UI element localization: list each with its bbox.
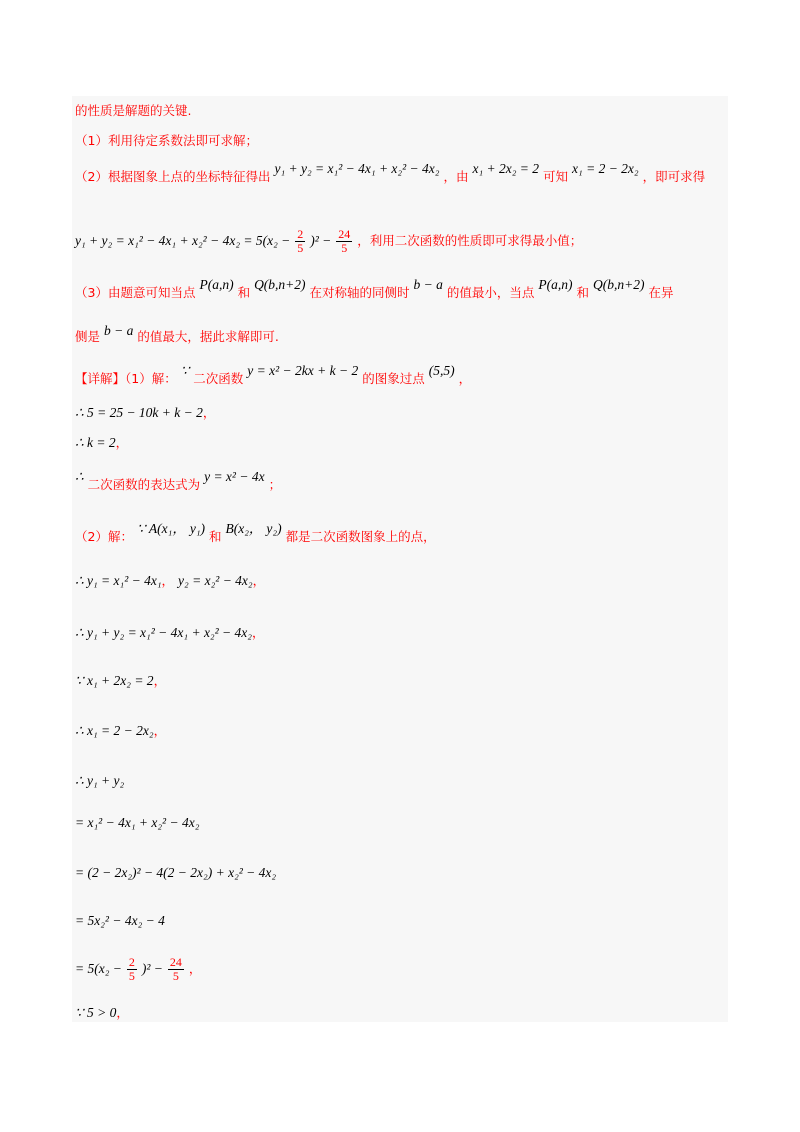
equation: ∴ 5 = 25 − 10k + k − 2 — [75, 405, 203, 420]
text: ， — [251, 625, 265, 640]
equation: B(x₂， — [225, 521, 263, 536]
text-line — [75, 161, 706, 186]
text: ， — [116, 1005, 129, 1020]
equation: y = x² − 4x — [204, 469, 265, 484]
text-line — [75, 722, 166, 740]
equation: ∴ x₁ = 2 − 2x₂ — [75, 723, 154, 738]
text-line — [75, 672, 166, 690]
text-line — [75, 814, 199, 833]
text: ， — [188, 961, 202, 976]
text: ，利用二次函数的性质即可求得最小值； — [357, 233, 583, 248]
text-line — [75, 956, 201, 983]
text: （1）利用待定系数法即可求解； — [75, 133, 258, 148]
text-line — [75, 228, 582, 255]
text: 在异 — [648, 285, 674, 300]
equation: ∴ y₁ = x₁² − 4x₁ — [75, 573, 162, 588]
equation: = 5(x₂ − — [75, 961, 122, 976]
fraction: $\frac{2}{5}$ — [128, 955, 135, 983]
equation: ∴ k = 2 — [75, 435, 116, 450]
because-symbol: ∵ — [180, 363, 190, 378]
text: ， — [153, 723, 167, 738]
text: 和 — [209, 529, 222, 544]
text-line — [75, 469, 282, 494]
text: 的值最大，据此求解即可. — [137, 329, 279, 344]
equation: ∵ 5 > 0 — [75, 1005, 117, 1020]
equation: = 5x₂² − 4x₂ − 4 — [75, 913, 165, 928]
equation: )² − — [141, 961, 163, 976]
therefore-symbol: ∴ — [75, 469, 84, 484]
text-line — [75, 521, 436, 546]
equation: y₂) — [266, 521, 282, 536]
text: ， — [115, 435, 129, 450]
text-line — [75, 434, 128, 452]
equation: y₁ + y₂ = x₁² − 4x₁ + x₂² − 4x₂ = 5(x₂ − — [75, 233, 291, 248]
text-line — [75, 864, 276, 883]
equation: (5,5) — [428, 363, 455, 378]
equation: P(a,n) — [538, 277, 573, 292]
text: 【详解】（1）解： — [75, 371, 177, 386]
equation: = x₁² − 4x₁ + x₂² − 4x₂ — [75, 815, 200, 830]
text: 的图象过点 — [362, 371, 425, 386]
text-line — [75, 323, 279, 346]
equation: P(a,n) — [199, 277, 234, 292]
fraction: $\frac{24}{5}$ — [338, 227, 351, 255]
text-line — [75, 404, 215, 422]
text: ， — [161, 573, 175, 588]
equation: = (2 − 2x₂)² − 4(2 − 2x₂) + x₂² − 4x₂ — [75, 865, 277, 880]
equation: y₂ = x₂² − 4x₂ — [178, 573, 253, 588]
text: ， — [202, 405, 216, 420]
text-line — [75, 132, 258, 150]
text-line — [75, 572, 265, 590]
equation: Q(b,n+2) — [593, 277, 645, 292]
text: ，由 — [443, 169, 469, 184]
equation: b − a — [413, 277, 443, 292]
text-line — [75, 624, 265, 642]
text: 二次函数的表达式为 — [87, 477, 201, 492]
equation: Q(b,n+2) — [254, 277, 306, 292]
text: ， — [153, 673, 167, 688]
equation: y = x² − 2kx + k − 2 — [247, 363, 359, 378]
text-line — [75, 912, 165, 931]
text: 侧是 — [75, 329, 101, 344]
equation: x₁ + 2x₂ = 2 — [472, 161, 540, 176]
text: 都是二次函数图象上的点， — [285, 529, 436, 544]
equation: )² − — [310, 233, 332, 248]
fraction: $\frac{2}{5}$ — [297, 227, 304, 255]
equation: x₁ = 2 − 2x₂ — [572, 161, 639, 176]
text: （3）由题意可知当点 — [75, 285, 196, 300]
text: ； — [268, 477, 282, 492]
fraction: $\frac{24}{5}$ — [169, 955, 182, 983]
text-line — [75, 277, 674, 302]
text: 和 — [576, 285, 590, 300]
equation: ∴ y₁ + y₂ — [75, 773, 125, 788]
equation: y₁) — [189, 521, 206, 536]
text: ， — [252, 573, 266, 588]
text: 和 — [237, 285, 251, 300]
text: （2）解： — [75, 529, 133, 544]
text-line — [75, 363, 472, 388]
text: 的性质是解题的关键. — [75, 103, 192, 118]
text: 的值最小，当点 — [446, 285, 535, 300]
equation: ∴ y₁ + y₂ = x₁² − 4x₁ + x₂² − 4x₂ — [75, 625, 252, 640]
text: ， — [458, 371, 472, 386]
equation: y₁ + y₂ = x₁² − 4x₁ + x₂² − 4x₂ — [274, 161, 440, 176]
equation: ∵ x₁ + 2x₂ = 2 — [75, 673, 154, 688]
equation: ∵ A(x₁， — [136, 521, 186, 536]
text-line — [75, 772, 124, 791]
text: 在对称轴的同侧时 — [309, 285, 410, 300]
text: （2）根据图象上点的坐标特征得出 — [75, 169, 271, 184]
equation: b − a — [104, 323, 134, 338]
text-line — [75, 102, 191, 120]
text: 二次函数 — [193, 371, 244, 386]
text: ，即可求得 — [642, 169, 706, 184]
text: 可知 — [543, 169, 569, 184]
text-line — [75, 1004, 129, 1022]
